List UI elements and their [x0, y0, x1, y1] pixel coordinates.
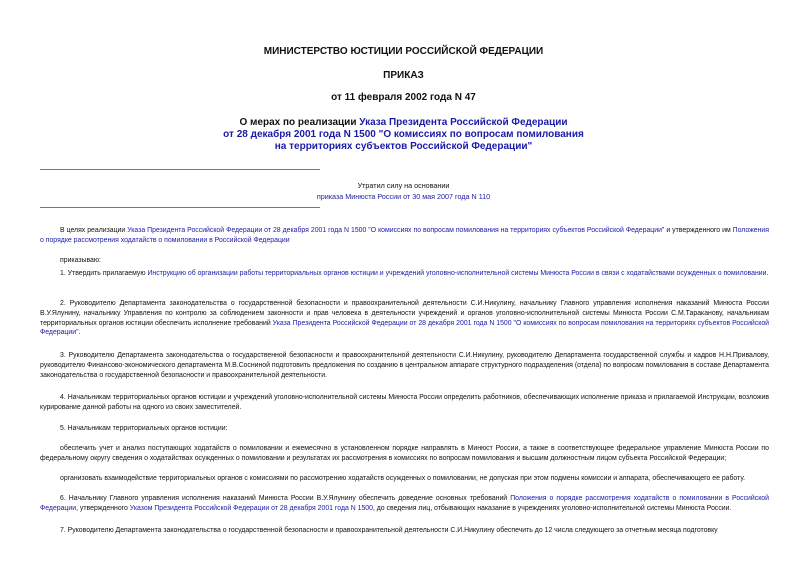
p6-link-regulation[interactable]: Положения о порядке рассмотрения ходатайств о помиловании в Российской Федерации: [40, 495, 769, 512]
paragraph-6: [40, 494, 769, 514]
p1-text: 1. Утвердить прилагаемую: [60, 270, 148, 277]
preamble-link-decree[interactable]: Указа Президента Российской Федерации от 28 декабря 2001 года N 1500 "О комиссиях по вопросам помилования на территориях субъектов Российской Федерации": [127, 227, 665, 234]
p2-text: 2. Руководителю Департамента законодательства о государственной безопасности и правоохранительной деятельности С.И.Никулину, начальнику Главного управления исполнения наказаний Минюста России В.У.Ялунину, начальнику Управления по контролю за соблюдением законности и прав человека в деятельности учреждений и органов уголовно-исполнительной системы Минюста России С.М.Тараканову, начальникам территориальных органов юстиции обеспечить исполнение требований: [40, 300, 769, 327]
preamble-link-regulation[interactable]: Положения о порядке рассмотрения ходатайств о помиловании в Российской Федерации: [40, 227, 769, 244]
paragraph-5: 5. Начальникам территориальных органов юстиции:: [60, 425, 228, 432]
divider-bottom: [40, 207, 320, 208]
paragraph-7: 7. Руководителю Департамента законодательства о государственной безопасности и правоохранительной деятельности С.И.Никулину обеспечить до 12 числа следующего за отчетным месяца подготовку: [60, 527, 718, 534]
ministry-heading: МИНИСТЕРСТВО ЮСТИЦИИ РОССИЙСКОЙ ФЕДЕРАЦИИ: [263, 46, 544, 57]
paragraph-4: 4. Начальникам территориальных органов юстиции и учреждений уголовно-исполнительной системы Минюста России определить работников, обеспечивающих исполнение приказа и прилагаемой Инструкции, возложив курирование данной работы на одного из своих заместителей.: [40, 394, 769, 411]
p1-link-instruction[interactable]: Инструкцию об организации работы территориальных органов юстиции и учреждений уголовно-исполнительной системы Минюста России в связи с ходатайствами осужденных о помиловании: [147, 270, 767, 277]
title-link-decree[interactable]: Указа Президента Российской Федерации: [359, 117, 568, 128]
paragraph-3: 3. Руководителю Департамента законодательства о государственной безопасности и правоохранительной деятельности С.И.Никулину, руководителю Департамента государственной службы и кадров Н.Н.Привалову, руководителю Финансово-экономического департамента М.В.Сосниной подготовить предложения по созданию в центральном аппарате структурного подразделения (отдела) по вопросам помилования в составе Департамента законодательства о государственной безопасности и правоохранительной деятельности.: [40, 352, 769, 379]
document-title: [120, 117, 687, 153]
p6-link-decree[interactable]: Указом Президента Российской Федерации от 28 декабря 2001 года N 1500: [129, 504, 373, 512]
p6-text-end: , до сведения лиц, отбывающих наказание в учреждениях уголовно-исполнительной системы Минюста России.: [372, 504, 732, 512]
p6-text: 6. Начальнику Главного управления исполнения наказаний Минюста России В.У.Ялунину обеспечить доведение основных требований: [60, 495, 511, 502]
paragraph-order: приказываю:: [60, 257, 101, 264]
title-link-decree-line2[interactable]: от 28 декабря 2001 года N 1500 "О комиссиях по вопросам помилования: [223, 129, 584, 140]
paragraph-preamble: [40, 226, 769, 246]
preamble-text: В целях реализации: [60, 227, 128, 234]
paragraph-2: [40, 299, 769, 338]
paragraph-5-item-2: организовать взаимодействие территориальных органов с комиссиями по рассмотрению ходатайств осужденных о помиловании, не допуская при этом подмены комиссии и аппарата, обеспечивающего ее работу.: [60, 475, 746, 482]
doc-date-number: от 11 февраля 2002 года N 47: [331, 92, 476, 103]
p6-text-2: , утвержденного: [76, 504, 130, 512]
paragraph-1: [40, 269, 769, 279]
paragraph-5-item-1: обеспечить учет и анализ поступающих ходатайств о помиловании и ежемесячно в установленном порядке направлять в Минюст России, а также в соответствующее федеральное управление Минюста России по федеральному округу сведения о ходатайствах осужденных о помиловании и результатах их рассмотрения в комиссиях по вопросам помилования и высшим должностным лицом субъекта Российской Федерации;: [40, 445, 769, 462]
title-prefix: О мерах по реализации: [239, 117, 360, 128]
p2-text-end: .: [78, 329, 81, 337]
doc-type-heading: ПРИКАЗ: [383, 70, 424, 81]
divider-top: [40, 169, 320, 170]
p1-text-end: .: [766, 270, 769, 277]
preamble-text-2: и утвержденного им: [664, 227, 733, 234]
status-note-link[interactable]: приказа Минюста России от 30 мая 2007 года N 110: [316, 192, 491, 201]
status-note: [0, 180, 807, 202]
title-link-decree-line3[interactable]: на территориях субъектов Российской Федерации": [274, 141, 533, 152]
p2-link-decree[interactable]: Указа Президента Российской Федерации от 28 декабря 2001 года N 1500 "О комиссиях по вопросам помилования на территориях субъектов Российской Федерации": [40, 319, 770, 337]
status-note-text: Утратил силу на основании: [357, 181, 450, 190]
